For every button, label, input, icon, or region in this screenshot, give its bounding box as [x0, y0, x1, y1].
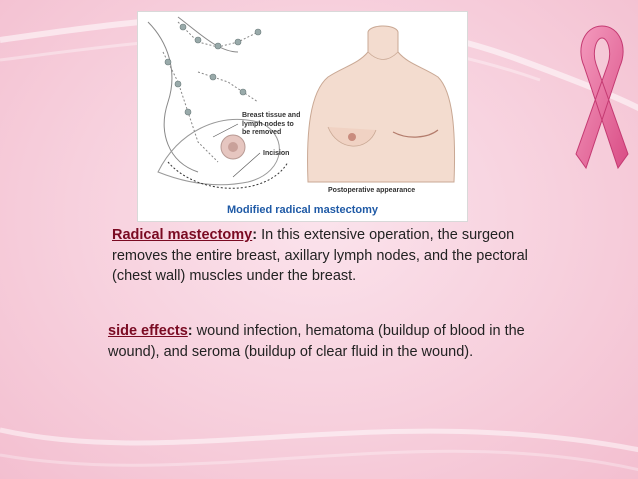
pink-ribbon-icon [566, 18, 638, 170]
paragraph-radical-mastectomy [112, 225, 552, 287]
mastectomy-illustration [137, 11, 468, 222]
illustration-drawing [138, 12, 467, 221]
label-postoperative: Postoperative appearance [328, 187, 416, 194]
term-colon: : [252, 227, 258, 243]
paragraph-text: wound infection, hematoma (buildup of blood in the wound), and seroma (buildup of clear fluid in the wound). [108, 323, 525, 360]
term-radical-mastectomy: Radical mastectomy [112, 227, 253, 243]
label-breast-tissue: Breast tissue and lymph nodes to be removed [242, 112, 301, 136]
term-colon: : [187, 323, 193, 339]
paragraph-side-effects [108, 321, 528, 362]
label-incision: Incision [263, 150, 290, 157]
figure-caption: Modified radical mastectomy [227, 204, 378, 216]
paragraph-text: In this extensive operation, the surgeon removes the entire breast, axillary lymph nodes, and the pectoral (chest wall) muscles under the breast. [112, 227, 528, 284]
term-side-effects: side effects [108, 323, 188, 339]
